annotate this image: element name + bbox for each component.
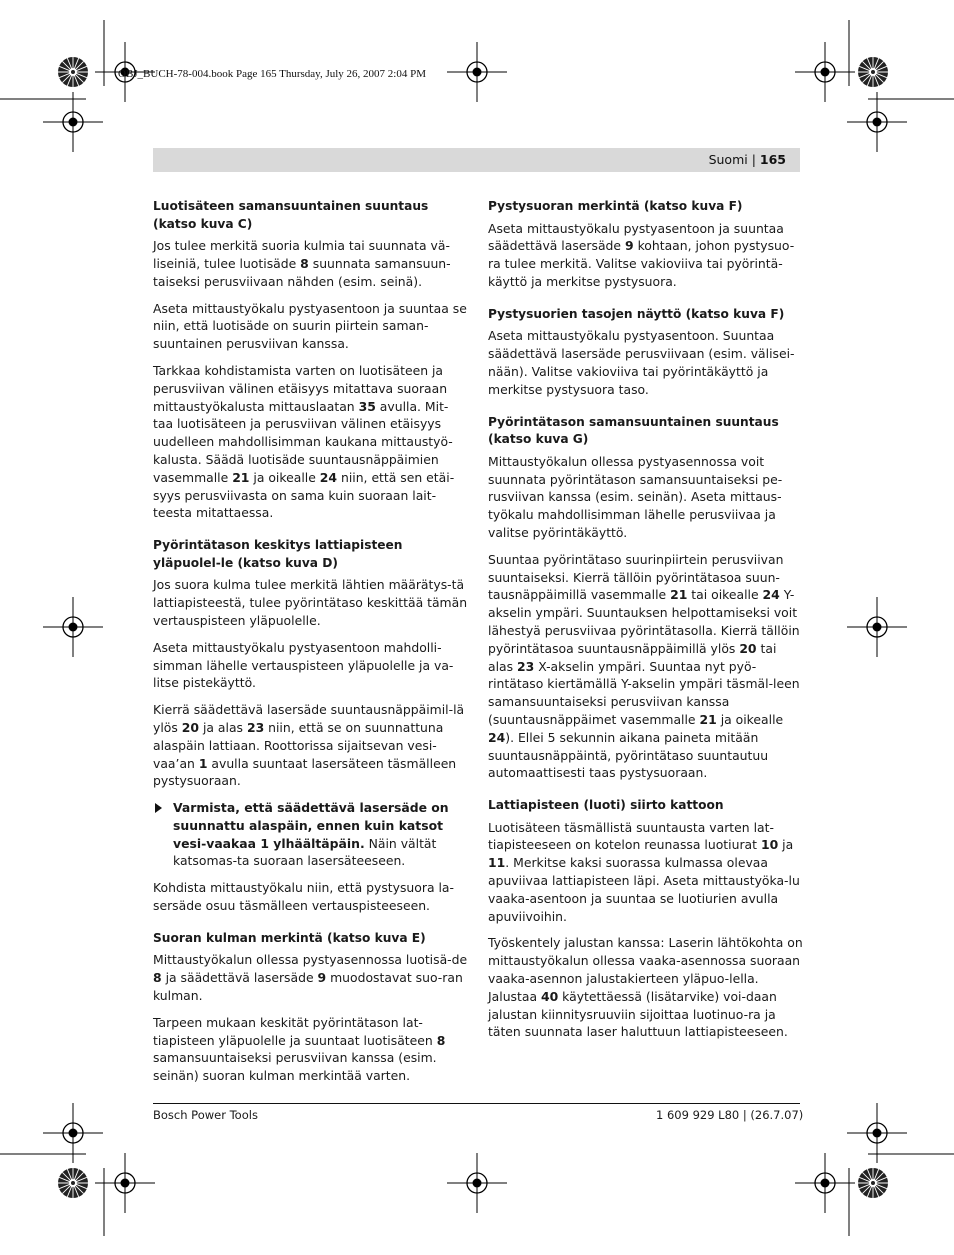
- warning-bullet: Varmista, että säädettävä lasersäde on suunnattu alaspäin, ennen kuin katsot vesi-vaakaa 1 ylhäältäpäin. Näin vältät katsomas-ta suoraan lasersäteeseen.: [153, 799, 468, 870]
- section-heading: Lattiapisteen (luoti) siirto kattoon: [488, 798, 724, 813]
- header-label: [709, 152, 786, 167]
- paragraph: Tarpeen mukaan keskität pyörintätason lat-tiapisteen yläpuolelle ja suuntaat luotisäteen 8 samansuuntaiseksi perusviivan kanssa (esim. seinän) suoran kulman merkintää varten.: [153, 1014, 446, 1084]
- paragraph: Kierrä säädettävä lasersäde suuntausnäppäimil-lä ylös 20 ja alas 23 niin, että se on suunnattuna alaspäin lattiaan. Roottorissa sijaitsevan vesi-vaa’an 1 avulla suuntaat lasersäteen täsmälleen pystysuoraan.: [153, 702, 465, 789]
- paragraph: Suuntaa pyörintätaso suurinpiirtein perusviivan suuntaiseksi. Kierrä tällöin pyörintätasoa suun-tausnäppäimillä vasemmalle 21 tai oikealle 24 Y-akselin ympäri. Suuntauksen helpottamiseksi voit lähestyä perusviivaa pyörintätasolla. Kierrä tällöin pyörintätasoa suuntausnäppäimillä ylös 20 tai alas 23 X-akselin ympäri. Suuntaa nyt pyö-rintätaso kiertämällä Y-akselin ympäri täsmäl-leen samansuuntaiseksi perusviivan kanssa (suuntausnäppäimet vasemmalle 21 ja oikealle 24). Ellei 5 sekunnin aikana paineta mitään suuntausnäppäintä, pyörintätaso suuntautuu automaattisesti taas pystysuoraan.: [488, 551, 800, 781]
- right-column: [488, 198, 803, 1050]
- bullet-arrow-icon: [155, 803, 162, 813]
- page-number: 165: [759, 152, 786, 167]
- print-info: OBJ_BUCH-78-004.book Page 165 Thursday, July 26, 2007 2:04 PM: [118, 68, 427, 80]
- paragraph: Aseta mittaustyökalu pystyasentoon. Suuntaa säädettävä lasersäde perusviivaan (esim. välisei-nään). Valitse vakioviiva tai pyörintäkäyttö ja merkitse pystysuora taso.: [488, 328, 795, 397]
- crop-lines: [0, 20, 954, 1236]
- paragraph: Jos tulee merkitä suoria kulmia tai suunnata vä-liseiniä, tulee luotisäde 8 suunnata samansuun-taiseksi perusviivaan nähden (esim. seinä).: [153, 238, 451, 289]
- section-heading: Pystysuorien tasojen näyttö (katso kuva F): [488, 306, 785, 321]
- page-header: [153, 148, 800, 172]
- footer-divider: [153, 1103, 800, 1104]
- section-heading: Pyörintätason keskitys lattiapisteen yläpuolel-le (katso kuva D): [153, 538, 403, 570]
- section-heading: Pystysuoran merkintä (katso kuva F): [488, 199, 743, 213]
- paragraph: Tarkkaa kohdistamista varten on luotisäteen ja perusviivan välinen etäisyys mitattava suoraan mittaustyökalusta mittauslaatan 35 avulla. Mit-taa luotisäteen ja perusviivan välinen etäisyys uudelleen mahdollisimman kaukana mittaustyö-kalusta. Säädä luotisäde suuntausnäppäimien vasemmalle 21 ja oikealle 24 niin, että sen etäi-syys perusviivasta on sama kuin suoraan lait-teesta mitattaessa.: [153, 362, 455, 521]
- paragraph: Aseta mittaustyökalu pystyasentoon ja suuntaa säädettävä lasersäde 9 kohtaan, johon pystysuo-ra tulee merkitä. Valitse vakioviiva tai pyörintä-käyttö ja merkitse pystysuora.: [488, 220, 795, 289]
- section-heading: Luotisäteen samansuuntainen suuntaus (katso kuva C): [153, 199, 429, 231]
- paragraph: Työskentely jalustan kanssa: Laserin lähtökohta on mittaustyökalun ollessa vaaka-asennossa suoraan vaaka-asennon jalustakierteen yläpuo-lella. Jalustaa 40 käytettäessä (lisätarvike) voi-daan jalustan kiinnitysruuviin sijoittaa luotinuo-ra ja täten suunnata laser haluttuun lattiapisteeseen.: [488, 935, 803, 1040]
- section-heading: Pyörintätason samansuuntainen suuntaus (katso kuva G): [488, 414, 779, 447]
- footer-brand: Bosch Power Tools: [153, 1108, 258, 1122]
- paragraph: Aseta mittaustyökalu pystyasentoon mahdolli-simman lähelle vertauspisteen yläpuolelle ja va-litse pistekäyttö.: [153, 639, 454, 691]
- section-heading: Suoran kulman merkintä (katso kuva E): [153, 930, 426, 945]
- header-separator: |: [751, 152, 756, 167]
- paragraph: Kohdista mittaustyökalu niin, että pystysuora la-sersäde osuu täsmälleen vertauspisteeseen.: [153, 880, 454, 914]
- paragraph: Jos suora kulma tulee merkitä lähtien määrätys-tä lattiapisteestä, tulee pyörintätaso keskittää tämän vertauspisteen yläpuolelle.: [153, 577, 468, 628]
- section-title: Suomi: [708, 152, 748, 167]
- paragraph: Mittaustyökalun ollessa pystyasennossa voit suunnata pyörintätason samansuuntaiseksi pe-rusviivan kanssa (esim. seinän). Aseta mittaus-työkalu mahdollisimman lähelle perusviivaa ja valitse pyörintäkäyttö.: [488, 453, 783, 540]
- paragraph: Aseta mittaustyökalu pystyasentoon ja suuntaa se niin, että luotisäde on suurin piirtein saman-suuntainen perusviivan kanssa.: [153, 300, 467, 352]
- footer-doc-number: 1 609 929 L80 | (26.7.07): [656, 1108, 804, 1122]
- paragraph: Mittaustyökalun ollessa pystyasennossa luotisä-de 8 ja säädettävä lasersäde 9 muodostavat suo-ran kulman.: [153, 952, 468, 1004]
- left-column: [153, 198, 468, 1094]
- paragraph: Luotisäteen täsmällistä suuntausta varten lat-tiapisteeseen on kotelon reunassa luotiurat 10 ja 11. Merkitse kaksi suorassa kulmassa olevaa apuviivaa lattiapisteen läpi. Aseta mittaustyöka-lu vaaka-asentoon ja suuntaa se luotiurien avulla apuviivoihin.: [488, 819, 800, 924]
